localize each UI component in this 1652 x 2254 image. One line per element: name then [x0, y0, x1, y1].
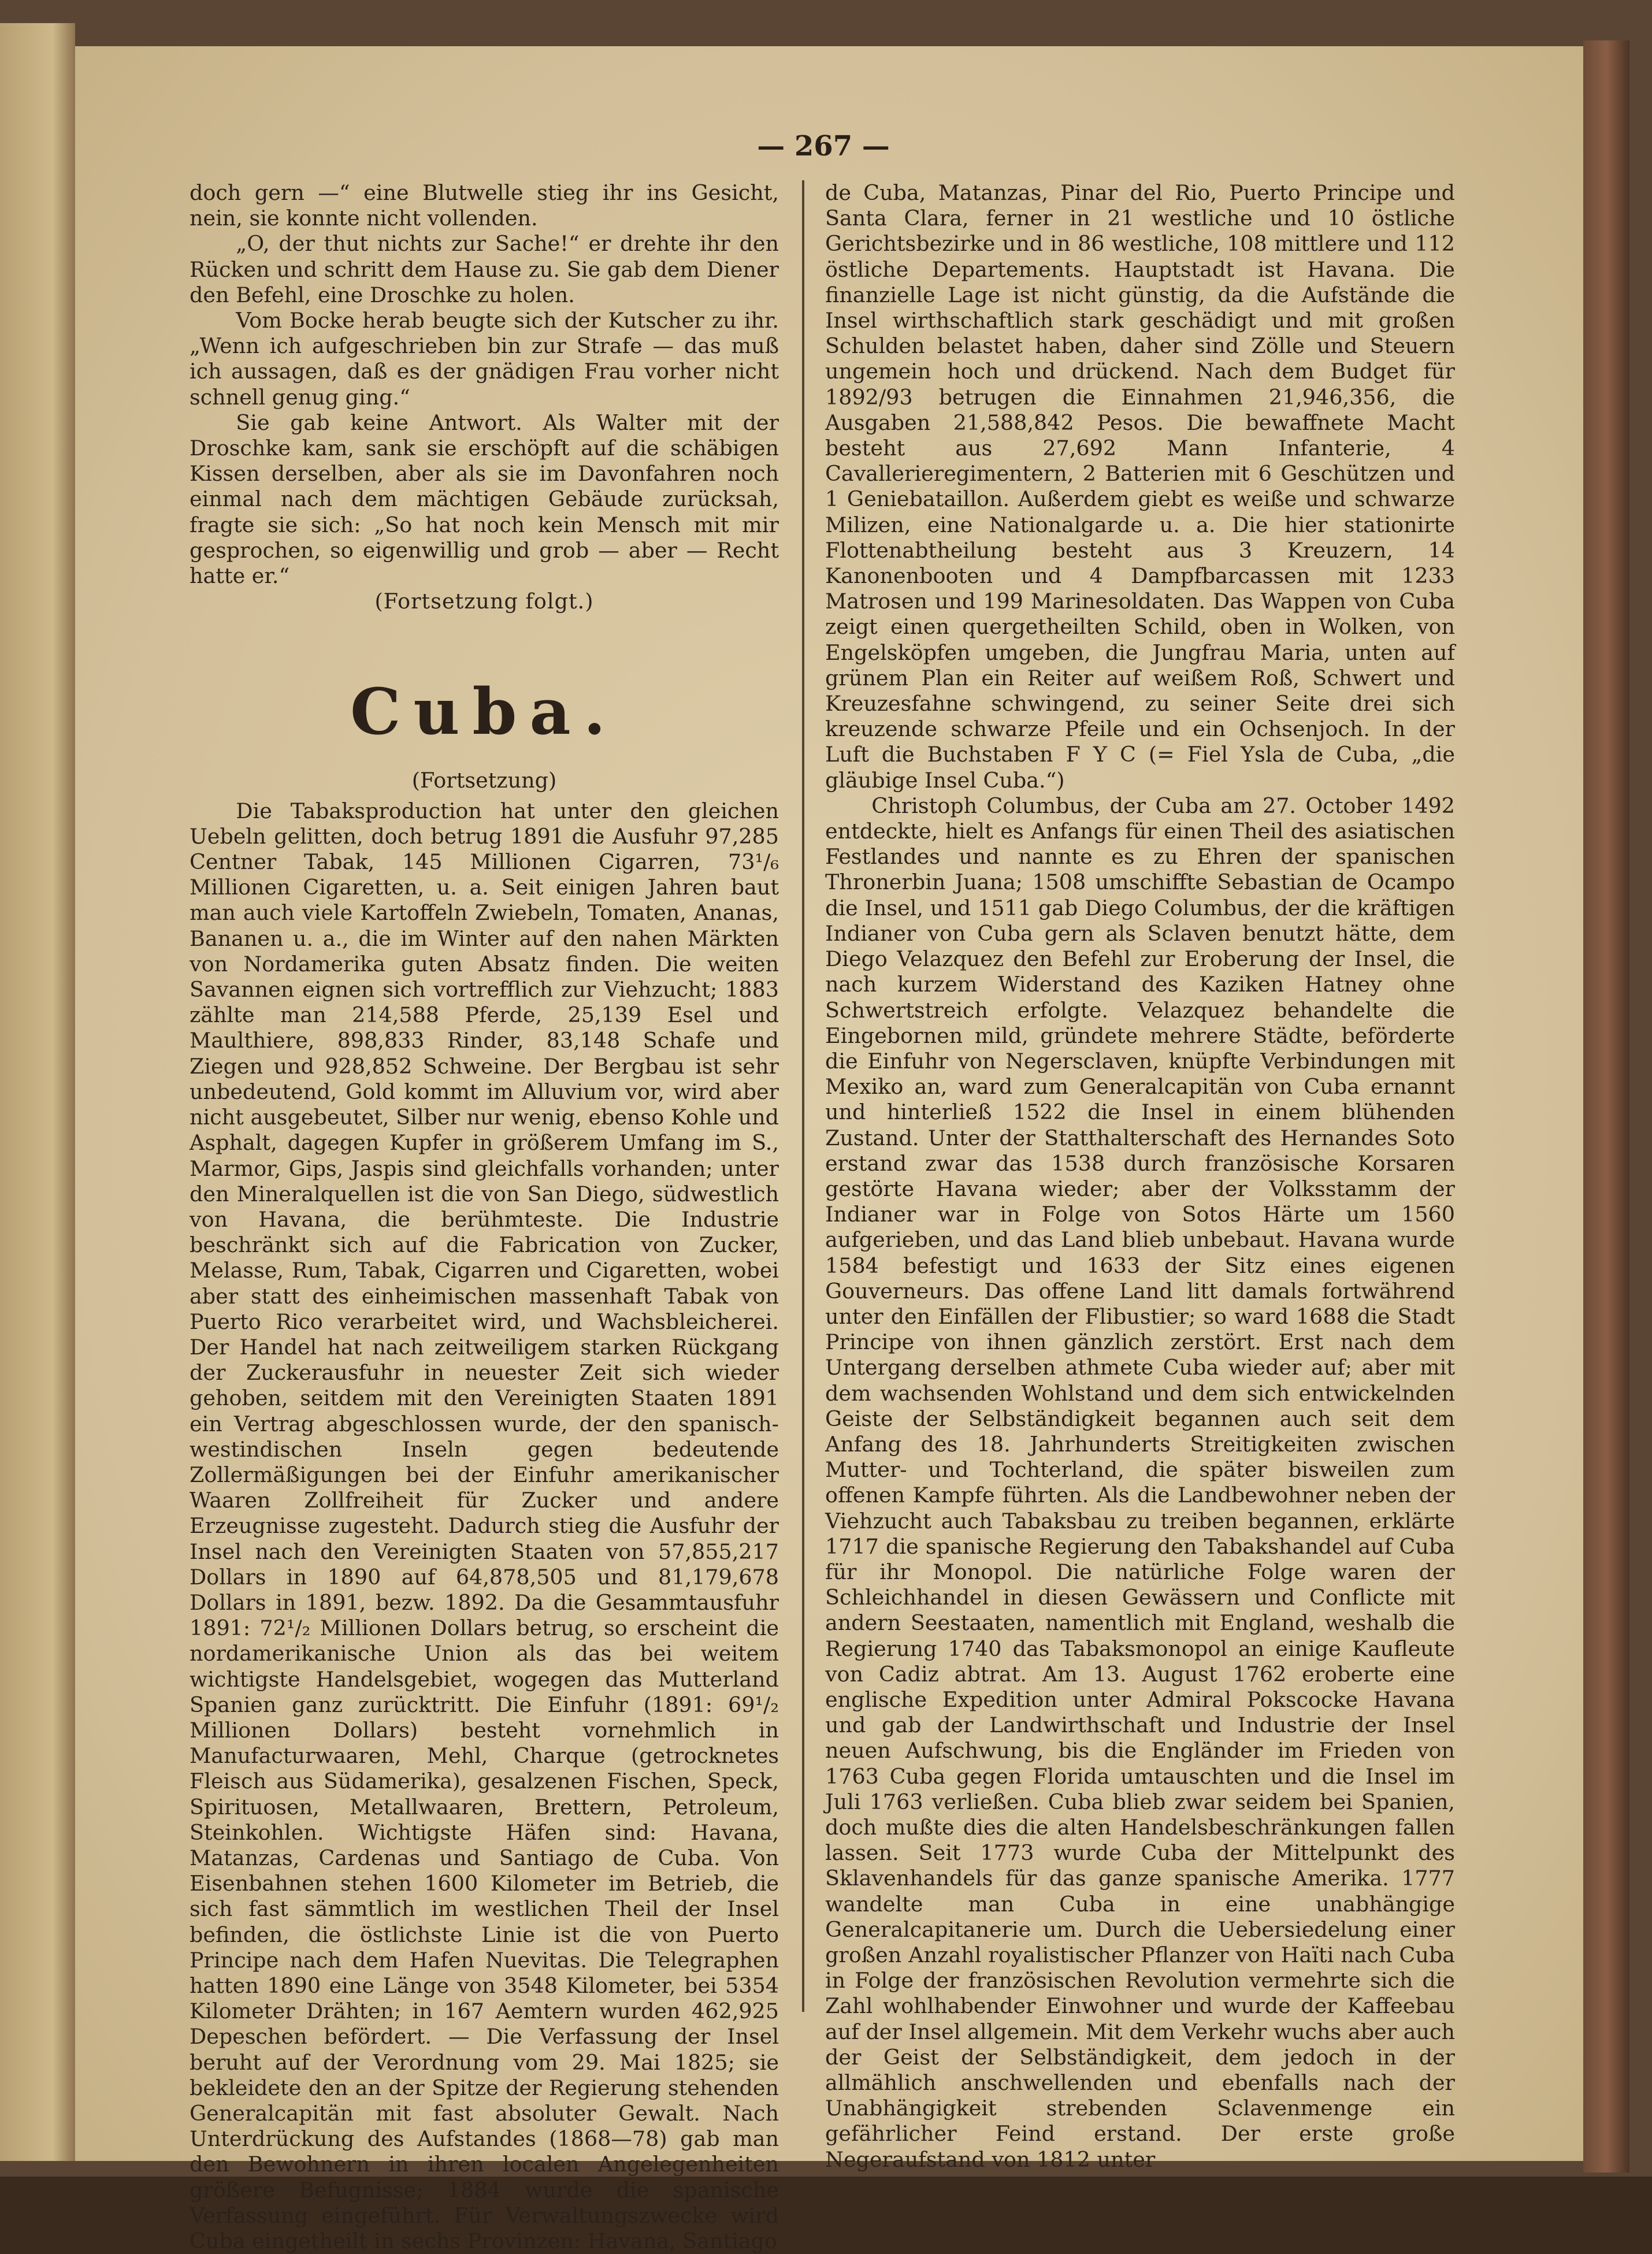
article-paragraph: de Cuba, Matanzas, Pinar del Rio, Puerto Principe und Santa Clara, ferner in 21 westliche und 10 östliche Gerichtsbezirke und in 86 westliche, 108 mittlere und 112 östliche Departements. Hauptstadt ist Havana. Die finanzielle Lage ist nicht günstig, da die Aufstände die Insel wirthschaftlich stark geschädigt und mit großen Schulden belastet haben, daher sind Zölle und Steuern ungemein hoch und drückend. Nach dem Budget für 1892/93 betrugen die Einnahmen 21,946,356, die Ausgaben 21,588,842 Pesos. Die bewaffnete Macht besteht aus 27,692 Mann Infanterie, 4 Cavallerieregimentern, 2 Batterien mit 6 Geschützen und 1 Geniebataillon. Außerdem giebt es weiße und schwarze Milizen, eine Nationalgarde u. a. Die hier stationirte Flottenabtheilung besteht aus 3 Kreuzern, 14 Kanonenbooten und 4 Dampfbarcassen mit 1233 Matrosen und 199 Marinesoldaten. Das Wappen von Cuba zeigt einen quergetheilten Schild, oben in Wolken, von Engelsköpfen umgeben, die Jungfrau Maria, unten auf grünem Plan ein Reiter auf weißem Roß, Schwert und Kreuzesfahne schwingend, zu seiner Seite drei sich kreuzende schwarze Pfeile und ein Ochsenjoch. In der Luft die Buchstaben F Y C (= Fiel Ysla de Cuba, „die gläubige Insel Cuba.“): [825, 180, 1455, 793]
column-divider: [802, 180, 804, 2012]
story-paragraph: Sie gab keine Antwort. Als Walter mit der Droschke kam, sank sie erschöpft auf die schäbigen Kissen derselben, aber als sie im Davonfahren noch einmal nach dem mächtigen Gebäude zurücksah, fragte sie sich: „So hat noch kein Mensch mit mir gesprochen, so eigenwillig und grob — aber — Recht hatte er.“: [190, 410, 779, 589]
facing-page-edge: [0, 23, 75, 2161]
article-title: Cuba.: [350, 674, 618, 749]
article-paragraph: Christoph Columbus, der Cuba am 27. October 1492 entdeckte, hielt es Anfangs für einen Theil des asiatischen Festlandes und nannte es zu Ehren der spanischen Thronerbin Juana; 1508 umschiffte Sebastian de Ocampo die Insel, und 1511 gab Diego Columbus, der die kräftigen Indianer von Cuba gern als Sclaven benutzt hätte, dem Diego Velazquez den Befehl zur Eroberung der Insel, die nach kurzem Widerstand des Kaziken Hatney ohne Schwertstreich erfolgte. Velazquez behandelte die Eingebornen mild, gründete mehrere Städte, beförderte die Einfuhr von Negersclaven, knüpfte Verbindungen mit Mexiko an, ward zum Generalcapitän von Cuba ernannt und hinterließ 1522 die Insel in einem blühenden Zustand. Unter der Statthalterschaft des Hernandes Soto erstand zwar das 1538 durch französische Korsaren gestörte Havana wieder; aber der Volksstamm der Indianer war in Folge von Sotos Härte um 1560 aufgerieben, und das Land blieb unbebaut. Havana wurde 1584 befestigt und 1633 der Sitz eines eigenen Gouverneurs. Das offene Land litt damals fortwährend unter den Einfällen der Flibustier; so ward 1688 die Stadt Principe von ihnen gänzlich zerstört. Erst nach dem Untergang derselben athmete Cuba wieder auf; aber mit dem wachsenden Wohlstand und dem sich entwickelnden Geiste der Selbständigkeit begannen auch seit dem Anfang des 18. Jahrhunderts Streitigkeiten zwischen Mutter- und Tochterland, die später bisweilen zum offenen Kampfe führten. Als die Landbewohner neben der Viehzucht auch Tabaksbau zu treiben begannen, erklärte 1717 die spanische Regierung den Tabakshandel auf Cuba für ihr Monopol. Die natürliche Folge waren der Schleichhandel in diesen Gewässern und Conflicte mit andern Seestaaten, namentlich mit England, weshalb die Regierung 1740 das Tabaksmonopol an einige Kaufleute von Cadiz abtrat. Am 13. August 1762 eroberte eine englische Expedition unter Admiral Pokscocke Havana und gab der Landwirthschaft und Industrie der Insel neuen Aufschwung, bis die Engländer im Frieden von 1763 Cuba gegen Florida umtauschten und die Insel im Juli 1763 verließen. Cuba blieb zwar seidem bei Spanien, doch mußte dies die alten Handelsbeschränkungen fallen lassen. Seit 1773 wurde Cuba der Mittelpunkt des Sklavenhandels für das ganze spanische Amerika. 1777 wandelte man Cuba in eine unabhängige Generalcapitanerie um. Durch die Uebersiedelung einer großen Anzahl royalistischer Pflanzer von Haïti nach Cuba in Folge der französischen Revolution vermehrte sich die Zahl wohlhabender Einwohner und wurde der Kaffeebau auf der Insel allgemein. Mit dem Verkehr wuchs aber auch der Geist der Selbständigkeit, dem jedoch in der allmählich anschwellenden und ebenfalls nach der Unabhängigkeit strebenden Sclavenmenge ein gefährlicher Feind erstand. Der erste große Negeraufstand von 1812 unter: [825, 793, 1455, 2172]
page-number: — 267 —: [757, 130, 890, 162]
article-paragraph: Die Tabaksproduction hat unter den gleichen Uebeln gelitten, doch betrug 1891 die Ausfuhr 97,285 Centner Tabak, 145 Millionen Cigarren, 73¹/₆ Millionen Cigaretten, u. a. Seit einigen Jahren baut man auch viele Kartoffeln Zwiebeln, Tomaten, Ananas, Bananen u. a., die im Winter auf den nahen Märkten von Nordamerika guten Absatz finden. Die weiten Savannen eignen sich vortrefflich zur Viehzucht; 1883 zählte man 214,588 Pferde, 25,139 Esel und Maulthiere, 898,833 Rinder, 83,148 Schafe und Ziegen und 928,852 Schweine. Der Bergbau ist sehr unbedeutend, Gold kommt im Alluvium vor, wird aber nicht ausgebeutet, Silber nur wenig, ebenso Kohle und Asphalt, dagegen Kupfer in größerem Umfang im S., Marmor, Gips, Jaspis sind gleichfalls vorhanden; unter den Mineralquellen ist die von San Diego, südwestlich von Havana, die berühmteste. Die Industrie beschränkt sich auf die Fabrication von Zucker, Melasse, Rum, Tabak, Cigarren und Cigaretten, wobei aber statt des einheimischen massenhaft Tabak von Puerto Rico verarbeitet wird, und Wachsbleicherei. Der Handel hat nach zeitweiligem starken Rückgang der Zuckerausfuhr in neuester Zeit sich wieder gehoben, seitdem mit den Vereinigten Staaten 1891 ein Vertrag abgeschlossen wurde, der den spanisch-westindischen Inseln gegen bedeutende Zollermäßigungen bei der Einfuhr amerikanischer Waaren Zollfreiheit für Zucker und andere Erzeugnisse zugesteht. Dadurch stieg die Ausfuhr der Insel nach den Vereinigten Staaten von 57,855,217 Dollars in 1890 auf 64,878,505 und 81,179,678 Dollars in 1891, bezw. 1892. Da die Gesammtausfuhr 1891: 72¹/₂ Millionen Dollars betrug, so erscheint die nordamerikanische Union als das bei weitem wichtigste Handelsgebiet, wogegen das Mutterland Spanien ganz zurücktritt. Die Einfuhr (1891: 69¹/₂ Millionen Dollars) besteht vornehmlich in Manufacturwaaren, Mehl, Charque (getrocknetes Fleisch aus Südamerika), gesalzenen Fischen, Speck, Spirituosen, Metallwaaren, Brettern, Petroleum, Steinkohlen. Wichtigste Häfen sind: Havana, Matanzas, Cardenas und Santiago de Cuba. Von Eisenbahnen stehen 1600 Kilometer im Betrieb, die sich fast sämmtlich im westlichen Theil der Insel befinden, die östlichste Linie ist die von Puerto Principe nach dem Hafen Nuevitas. Die Telegraphen hatten 1890 eine Länge von 3548 Kilometer, bei 5354 Kilometer Drähten; in 167 Aemtern wurden 462,925 Depeschen befördert. — Die Verfassung der Insel beruht auf der Verordnung vom 29. Mai 1825; sie bekleidete den an der Spitze der Regierung stehenden Generalcapitän mit fast absoluter Gewalt. Nach Unterdrückung des Aufstandes (1868—78) gab man den Bewohnern in ihren localen Angelegenheiten größere Befugnisse; 1884 wurde die spanische Verfassung eingeführt. Für Verwaltungszwecke wird Cuba eingetheilt in sechs Provinzen: Havana, Santiago: [190, 798, 779, 2254]
left-column: [190, 180, 779, 2254]
continuation-note: (Fortsetzung folgt.): [374, 589, 594, 614]
story-paragraph: „O, der thut nichts zur Sache!“ er drehte ihr den Rücken und schritt dem Hause zu. Sie gab dem Diener den Befehl, eine Droschke zu holen.: [190, 231, 779, 307]
story-paragraph: doch gern —“ eine Blutwelle stieg ihr ins Gesicht, nein, sie konnte nicht vollenden.: [190, 180, 779, 231]
right-column: [825, 180, 1455, 2173]
article-subtitle: (Fortsetzung): [411, 768, 557, 793]
story-paragraph: Vom Bocke herab beugte sich der Kutscher zu ihr. „Wenn ich aufgeschrieben bin zur Strafe — das muß ich aussagen, daß es der gnädigen Frau vorher nicht schnell genug ging.“: [190, 308, 779, 410]
book-binding-edge: [1583, 40, 1629, 2173]
